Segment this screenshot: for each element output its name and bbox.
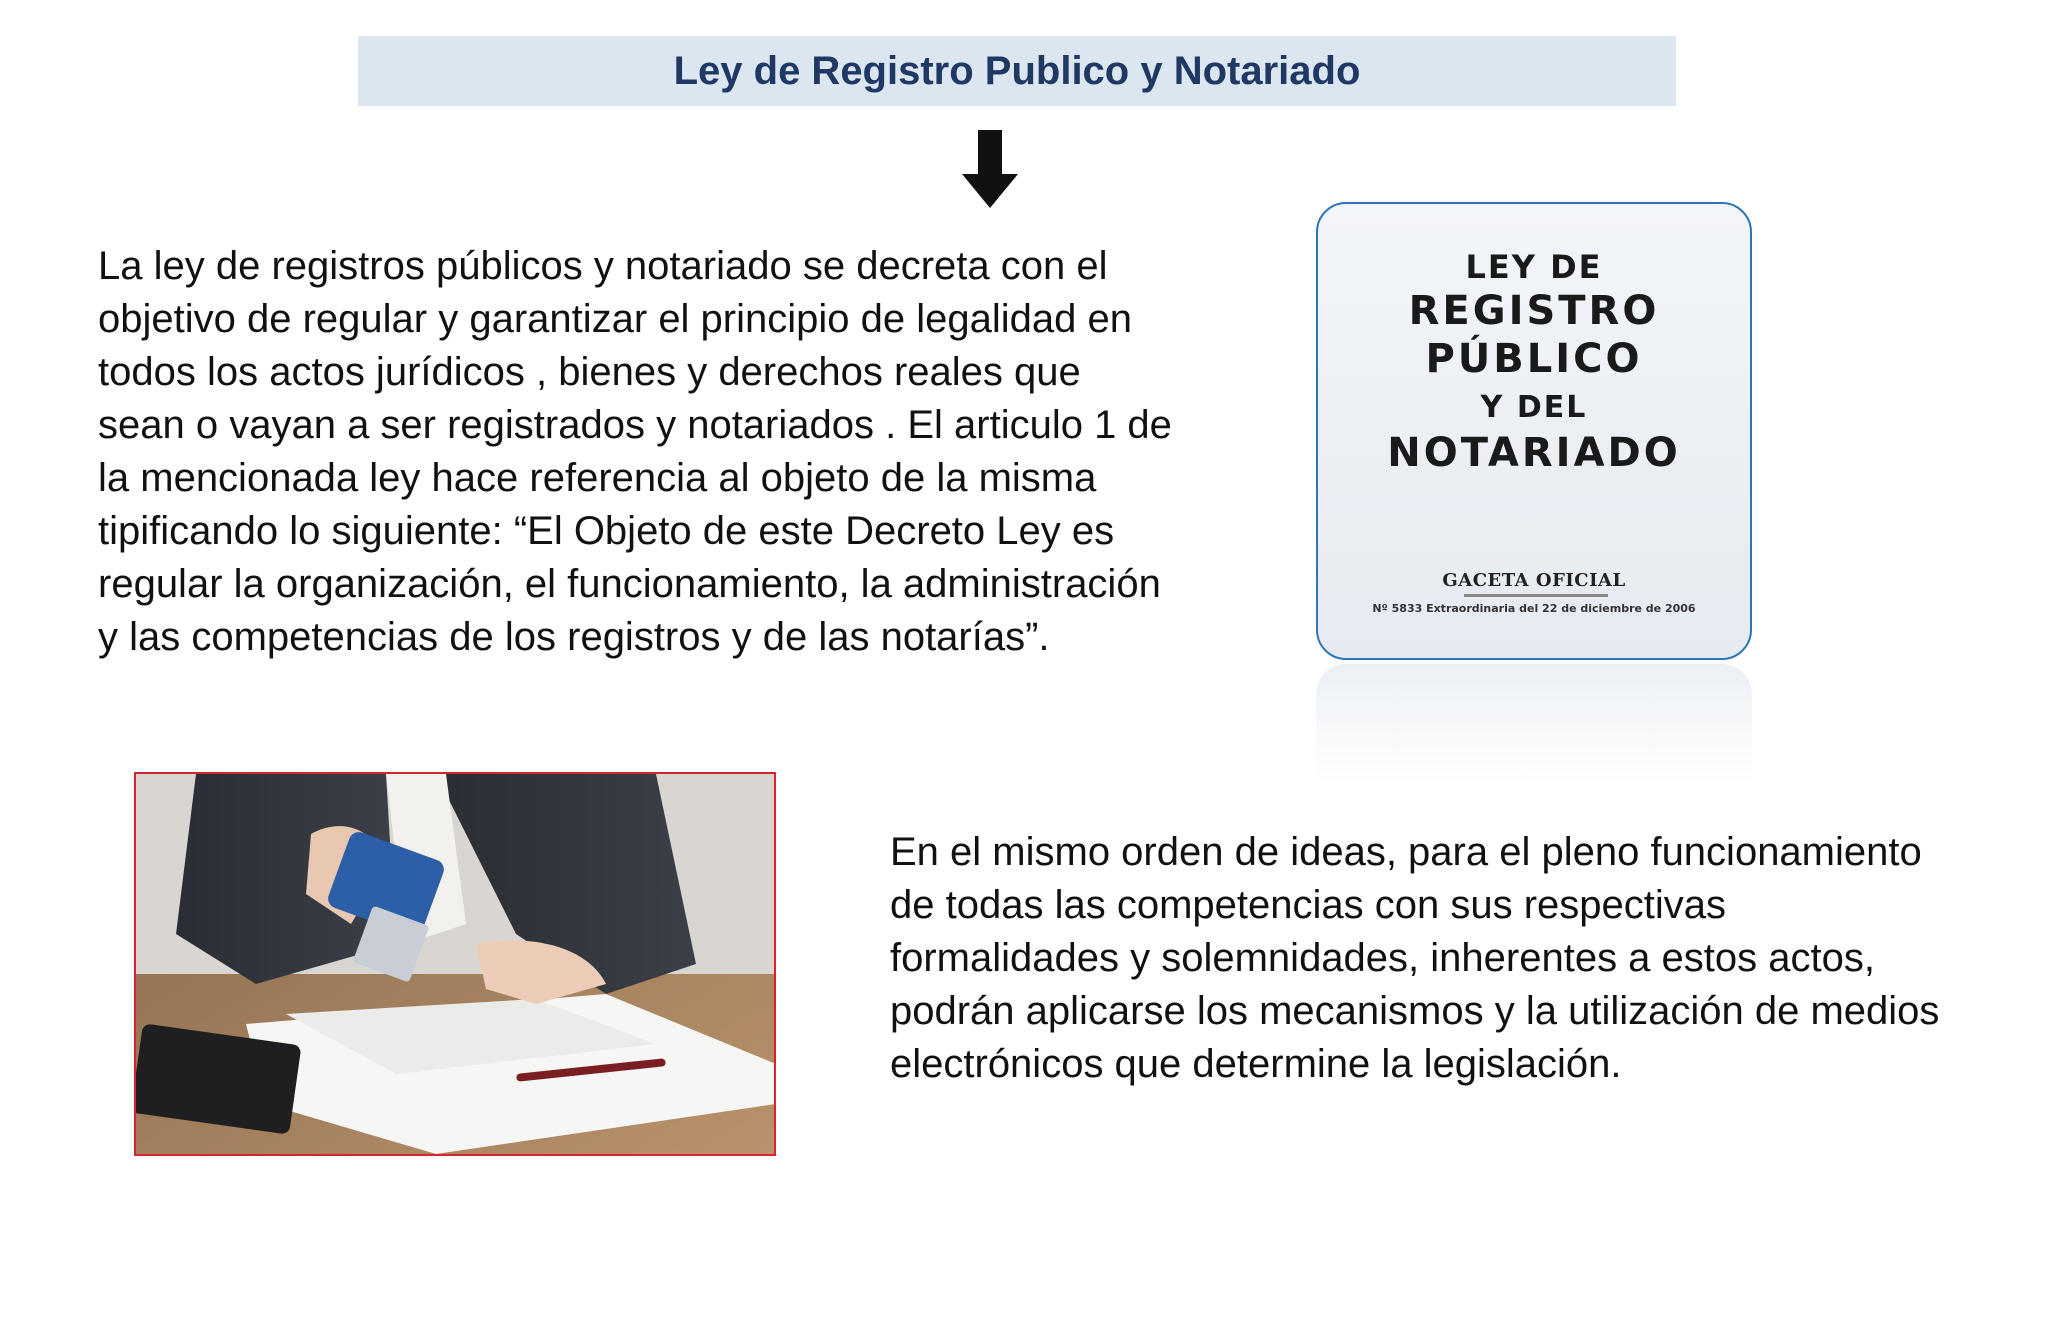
page-title: Ley de Registro Publico y Notariado xyxy=(673,48,1361,93)
notary-stamp-photo xyxy=(134,772,776,1156)
gazette-label: GACETA OFICIAL xyxy=(1442,570,1626,591)
law-book-cover xyxy=(1316,202,1752,660)
title-banner xyxy=(358,36,1676,106)
cover-reflection xyxy=(1316,664,1752,784)
cover-line-5: NOTARIADO xyxy=(1387,430,1681,476)
gazette-number: Nº 5833 Extraordinaria del 22 de diciembre de 2006 xyxy=(1372,602,1696,615)
photo-illustration xyxy=(136,774,774,1154)
cover-line-1: LEY DE xyxy=(1465,248,1603,286)
intro-paragraph: La ley de registros públicos y notariado se decreta con el objetivo de regular y garantizar el principio de legalidad en todos los actos jurídicos , bienes y derechos reales que sean o vayan a ser registrados y notariados . El articulo 1 de la mencionada ley hace referencia al objeto de la misma tipificando lo siguiente: “El Objeto de este Decreto Ley es regular la organización, el funcionamiento, la administración y las competencias de los registros y de las notarías”. xyxy=(98,244,1172,659)
cover-line-3: PÚBLICO xyxy=(1425,336,1643,382)
second-paragraph: En el mismo orden de ideas, para el pleno funcionamiento de todas las competencias con sus respectivas formalidades y solemnidades, inherentes a estos actos, podrán aplicarse los mecanismos y la utilización de medios electrónicos que determine la legislación. xyxy=(890,830,1940,1086)
cover-line-2: REGISTRO xyxy=(1408,288,1660,334)
cover-line-4: Y DEL xyxy=(1480,390,1588,425)
gazette-underline xyxy=(1464,594,1608,597)
arrow-down-icon xyxy=(960,130,1020,208)
